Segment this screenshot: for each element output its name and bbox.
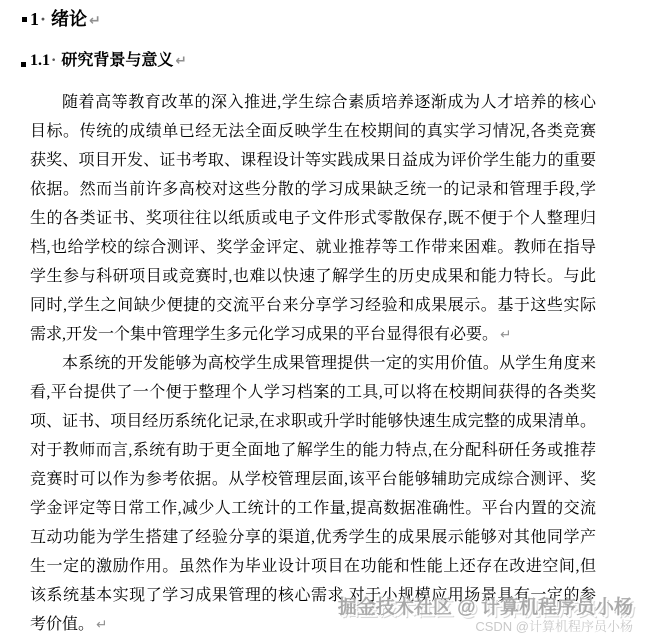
text-line: 该系统基本实现了学习成果管理的核心需求,对于小规模应用场景具有一定的参 [30,587,596,604]
space-dot-mark: · [40,9,47,29]
text-line: 项、证书、项目经历系统化记录,在求职或升学时能够快速生成完整的成果清单。 [30,413,596,430]
text-line: 生的各类证书、奖项往往以纸质或电子文件形式零散保存,既不便于个人整理归 [30,210,596,227]
text-line: 档,也给学校的综合测评、奖学金评定、就业推荐等工作带来困难。教师在指导 [30,239,596,256]
heading-title: 绪论 [51,9,88,29]
paragraph-mark-icon: ↵ [89,13,101,29]
text-line: 学生参与科研项目或竞赛时,也难以快速了解学生的历史成果和能力特长。与此 [30,268,596,285]
body-paragraphs [30,88,596,639]
text-line: 考价值。 ↵ [30,616,108,633]
text-line: 同时,学生之间缺少便捷的交流平台来分享学习经验和成果展示。基于这些实际 [30,297,596,314]
text-line: 依据。然而当前许多高校对这些分散的学习成果缺乏统一的记录和管理手段,学 [30,181,596,198]
black-square-mark-icon [21,62,26,67]
text-line: 互动功能为学生搭建了经验分享的渠道,优秀学生的成果展示能够对其他同学产 [30,529,596,546]
text-line: 生一定的激励作用。虽然作为毕业设计项目在功能和性能上还存在改进空间,但 [30,558,596,575]
space-dot-mark: · [51,52,57,69]
text-line: 竞赛时可以作为参考依据。从学校管理层面,该平台能够辅助完成综合测评、奖 [30,471,596,488]
text-line: 对于教师而言,系统有助于更全面地了解学生的能力特点,在分配科研任务或推荐 [30,442,596,459]
text-line: 需求,开发一个集中管理学生多元化学习成果的平台显得很有必要。 ↵ [30,326,512,343]
watermark-line-2: CSDN @计算机程序员小杨 [475,618,633,634]
section-heading-1-1 [30,51,187,71]
heading-title: 研究背景与意义 [61,52,174,69]
text-line: 随着高等教育改革的深入推进,学生综合素质培养逐渐成为人才培养的核心 [62,94,596,111]
text-line: 目标。传统的成绩单已经无法全面反映学生在校期间的真实学习情况,各类竞赛 [30,123,596,140]
heading-number: 1.1 [30,52,50,69]
section-heading-1 [30,8,101,32]
black-square-mark-icon [22,17,27,22]
watermark-line-1: 掘金技术社区 @ 计算机程序员小杨 [337,597,633,618]
text-line: 学金评定等日常工作,减少人工统计的工作量,提高数据准确性。平台内置的交流 [30,500,596,517]
paragraph-mark-icon: ↵ [175,53,187,69]
text-line: 获奖、项目开发、证书考取、课程设计等实践成果日益成为评价学生能力的重要 [30,152,596,169]
paragraph-mark-icon: ↵ [96,617,108,633]
watermark [338,598,633,634]
heading-number: 1 [30,9,39,29]
text-line: 看,平台提供了一个便于整理个人学习档案的工具,可以将在校期间获得的各类奖 [30,384,596,401]
text-line: 本系统的开发能够为高校学生成果管理提供一定的实用价值。从学生角度来 [62,355,596,372]
paragraph-mark-icon: ↵ [500,327,512,343]
